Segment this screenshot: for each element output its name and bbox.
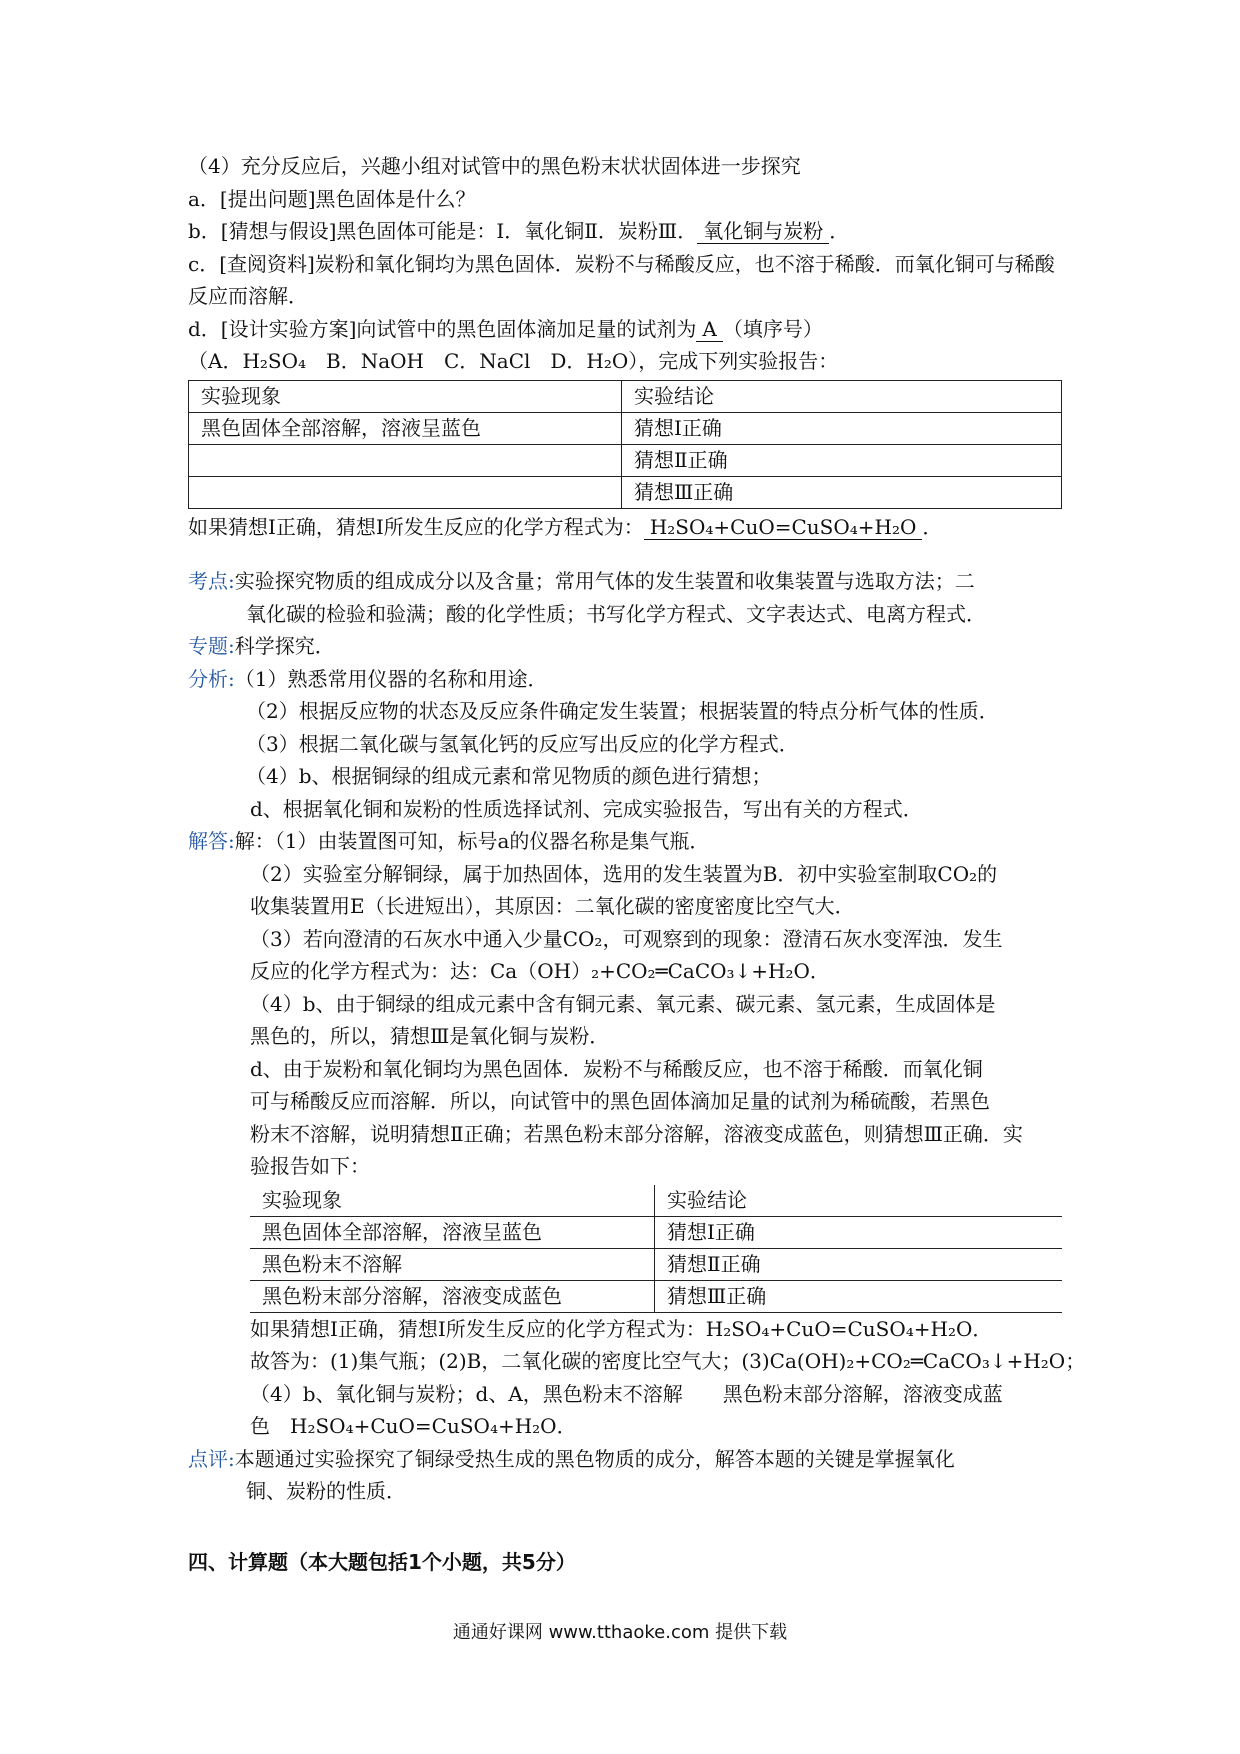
- q4-b: b．[猜想与假设]黑色固体可能是：Ⅰ．氧化铜Ⅱ．炭粉Ⅲ． 氧化铜与炭粉 ．: [188, 219, 850, 243]
- q4-equation: 如果猜想Ⅰ正确，猜想Ⅰ所发生反应的化学方程式为： H₂SO₄+CuO=CuSO₄+H₂O ．: [188, 514, 943, 539]
- zhuanti: 专题:科学探究．: [188, 634, 335, 658]
- fenxi-line: （2）根据反应物的状态及反应条件确定发生装置；根据装置的特点分析气体的性质．: [246, 699, 999, 723]
- fenxi-line: （4）b、根据铜绿的组成元素和常见物质的颜色进行猜想；: [246, 764, 772, 788]
- jieda-after-line: 故答为：(1)集气瓶；(2)B，二氧化碳的密度比空气大；(3)Ca(OH)₂+CO₂═CaCO₃↓+H₂O；: [250, 1349, 1086, 1373]
- table-row: 猜想Ⅱ正确: [189, 444, 1062, 476]
- table-row: 猜想Ⅲ正确: [189, 476, 1062, 508]
- fenxi-label: 分析:: [188, 666, 235, 691]
- table-row: 黑色粉末不溶解 猜想Ⅱ正确: [250, 1248, 1062, 1280]
- q4-a: a．[提出问题]黑色固体是什么？: [188, 186, 476, 211]
- answer-blank-d: A: [696, 317, 722, 342]
- jieda: 解答:解：（1）由装置图可知，标号a的仪器名称是集气瓶．: [188, 829, 710, 853]
- table-row: 实验现象 实验结论: [189, 380, 1062, 412]
- fenxi: 分析:（1）熟悉常用仪器的名称和用途．: [188, 666, 548, 691]
- section-title: 四、计算题（本大题包括1个小题，共5分）: [188, 1549, 576, 1574]
- report-table-question: [188, 380, 1062, 509]
- q4-intro: （4）充分反应后，兴趣小组对试管中的黑色粉末状状固体进一步探究: [188, 154, 801, 178]
- table-row: 黑色固体全部溶解，溶液呈蓝色 猜想Ⅰ正确: [189, 412, 1062, 444]
- page-footer: 通通好课网 www.tthaoke.com 提供下载: [452, 1622, 788, 1643]
- report-table-answer: [250, 1185, 1062, 1313]
- jieda-line: 验报告如下：: [250, 1154, 370, 1178]
- table-row: 实验现象 实验结论: [250, 1185, 1062, 1217]
- table-row: 黑色粉末部分溶解，溶液变成蓝色 猜想Ⅲ正确: [250, 1280, 1062, 1312]
- q4-c: c．[查阅资料]炭粉和氧化铜均为黑色固体．炭粉不与稀酸反应，也不溶于稀酸．而氧化铜可与稀酸反应而溶解．: [188, 251, 1055, 308]
- table-row: 黑色固体全部溶解，溶液呈蓝色 猜想Ⅰ正确: [250, 1216, 1062, 1248]
- kaodian-label: 考点:: [188, 569, 235, 593]
- answer-blank-b: 氧化铜与炭粉: [697, 219, 829, 244]
- dianping: 点评:本题通过实验探究了铜绿受热生成的黑色物质的成分，解答本题的关键是掌握氧化: [188, 1446, 955, 1471]
- jieda-line: 反应的化学方程式为：达：Ca（OH）₂+CO₂═CaCO₃↓+H₂O．: [250, 959, 830, 983]
- jieda-after-line: （4）b、氧化铜与炭粉；d、A，黑色粉末不溶解 黑色粉末部分溶解，溶液变成蓝: [250, 1381, 1003, 1406]
- jieda-after-line: 色 H₂SO₄+CuO=CuSO₄+H₂O．: [250, 1414, 577, 1438]
- kaodian-cont: 氧化碳的检验和验满；酸的化学性质；书写化学方程式、文字表达式、电离方程式．: [246, 601, 986, 626]
- jieda-after-line: 如果猜想Ⅰ正确，猜想Ⅰ所发生反应的化学方程式为：H₂SO₄+CuO=CuSO₄+H₂O．: [250, 1316, 993, 1341]
- dianping-label: 点评:: [188, 1446, 235, 1471]
- zhuanti-label: 专题:: [188, 634, 235, 658]
- jieda-line: 可与稀酸反应而溶解．所以，向试管中的黑色固体滴加足量的试剂为稀硫酸，若黑色: [250, 1089, 990, 1113]
- jieda-line: d、由于炭粉和氧化铜均为黑色固体．炭粉不与稀酸反应，也不溶于稀酸．而氧化铜: [250, 1056, 983, 1081]
- jieda-line: 粉末不溶解，说明猜想Ⅱ正确；若黑色粉末部分溶解，溶液变成蓝色，则猜想Ⅲ正确．实: [250, 1121, 1023, 1146]
- document-body: [188, 150, 1086, 1575]
- jieda-line: 黑色的，所以，猜想Ⅲ是氧化铜与炭粉．: [250, 1024, 610, 1048]
- jieda-label: 解答:: [188, 829, 235, 853]
- jieda-line: （2）实验室分解铜绿，属于加热固体，选用的发生装置为B．初中实验室制取CO₂的: [250, 861, 998, 886]
- jieda-line: （4）b、由于铜绿的组成元素中含有铜元素、氧元素、碳元素、氢元素，生成固体是: [250, 991, 996, 1016]
- answer-blank-equation: H₂SO₄+CuO=CuSO₄+H₂O: [644, 515, 923, 540]
- fenxi-line: d、根据氧化铜和炭粉的性质选择试剂、完成实验报告，写出有关的方程式．: [250, 796, 923, 821]
- fenxi-line: （3）根据二氧化碳与氢氧化钙的反应写出反应的化学方程式．: [246, 731, 799, 756]
- kaodian: 考点:实验探究物质的组成成分以及含量；常用气体的发生装置和收集装置与选取方法；二: [188, 569, 975, 593]
- q4-d: d．[设计实验方案]向试管中的黑色固体滴加足量的试剂为 A （填序号）: [188, 316, 823, 341]
- dianping-cont: 铜、炭粉的性质．: [246, 1479, 406, 1503]
- q4-options: （A．H₂SO₄ B．NaOH C．NaCl D．H₂O），完成下列实验报告：: [188, 349, 839, 373]
- jieda-line: （3）若向澄清的石灰水中通入少量CO₂，可观察到的现象：澄清石灰水变浑浊．发生: [250, 926, 1003, 951]
- jieda-line: 收集装置用E（长进短出），其原因：二氧化碳的密度密度比空气大．: [250, 894, 855, 918]
